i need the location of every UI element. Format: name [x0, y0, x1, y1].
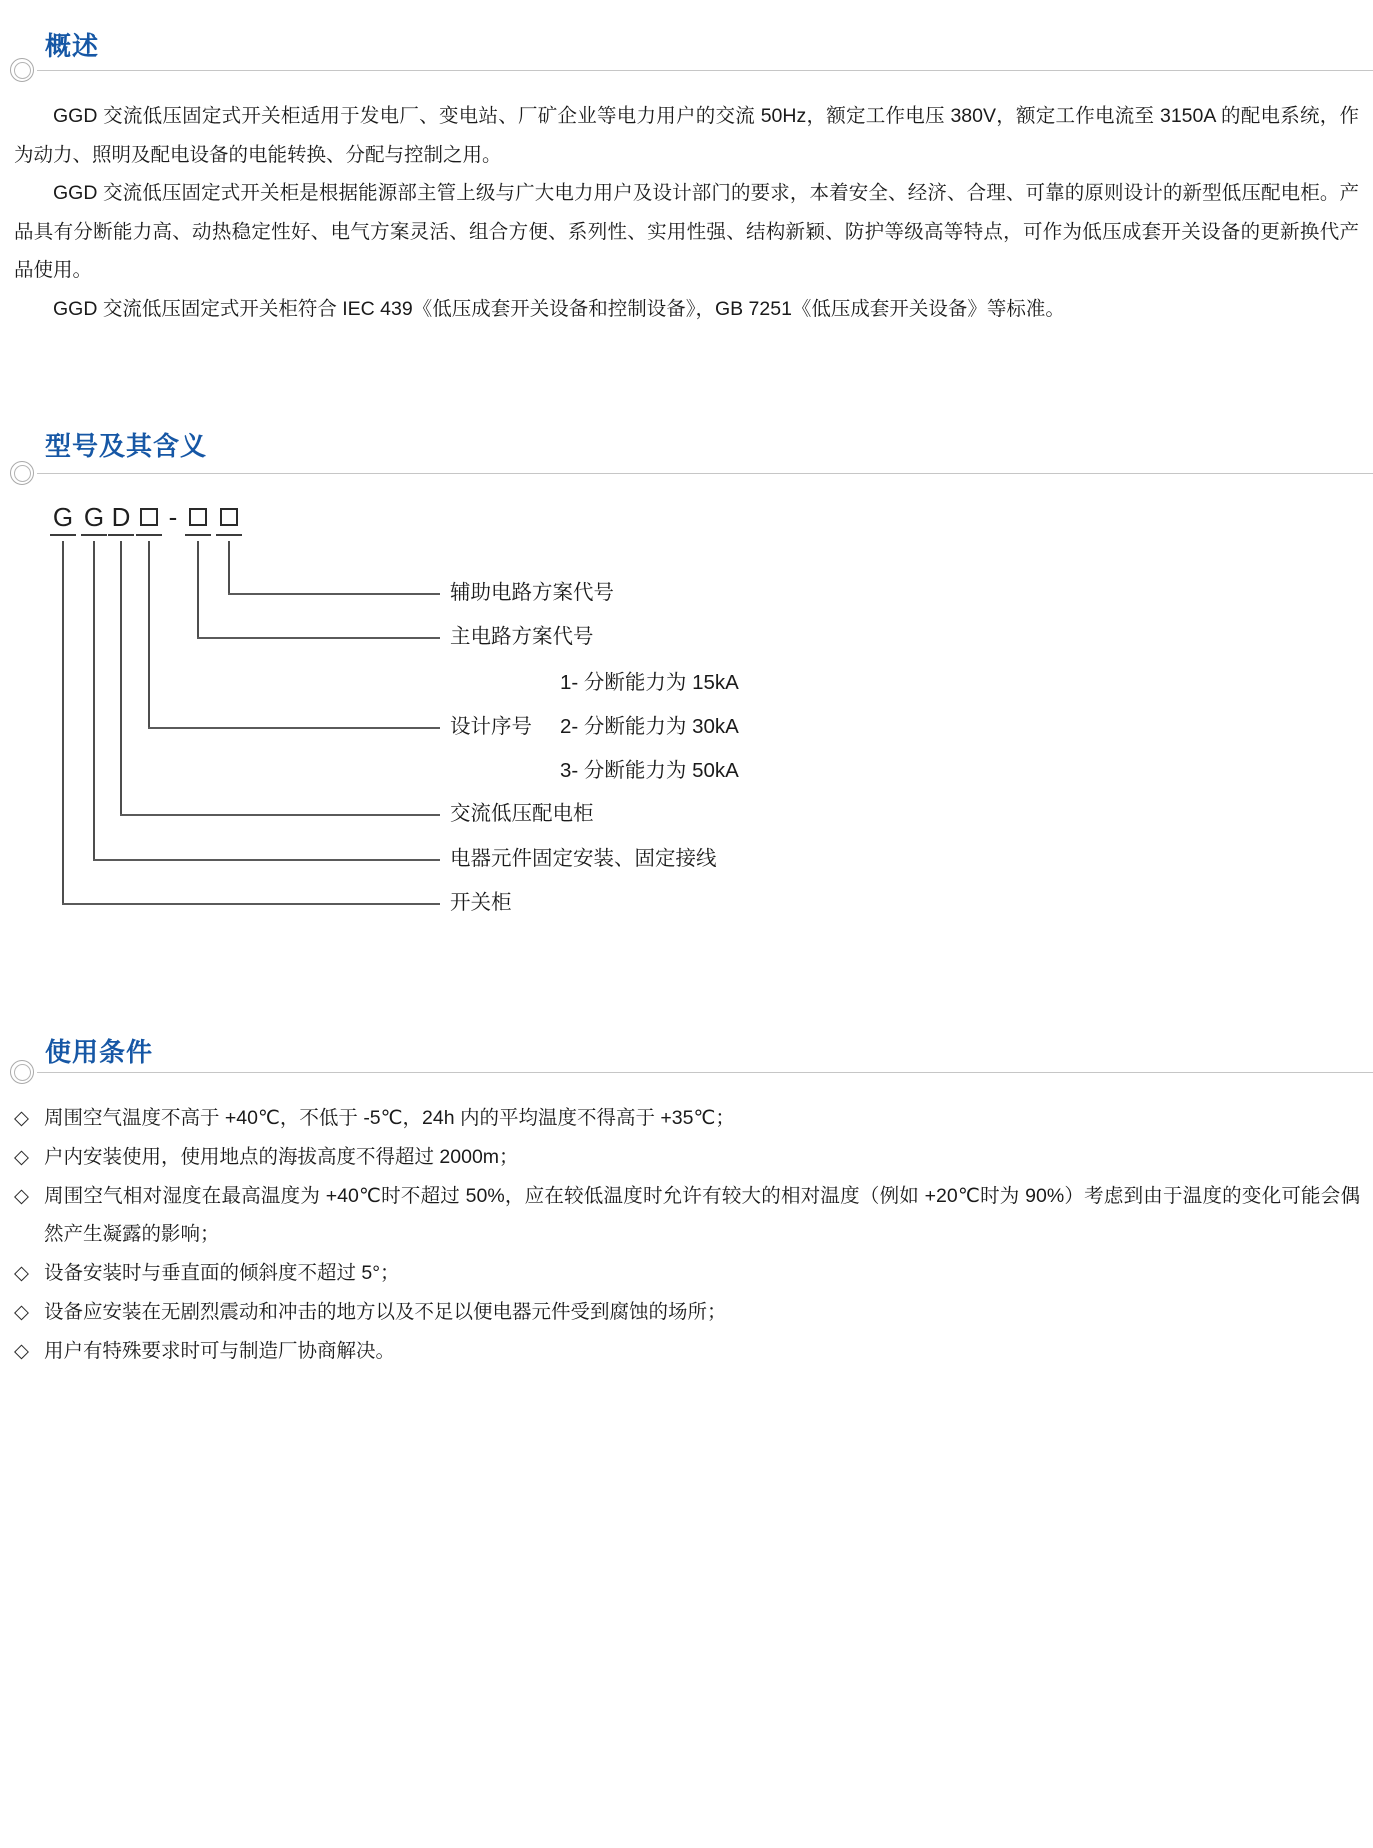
condition-text: 设备应安装在无剧烈震动和冲击的地方以及不足以便电器元件受到腐蚀的场所； — [44, 1300, 727, 1323]
model-code-char-d: D — [111, 502, 131, 532]
model-label-switchgear: 开关柜 — [450, 891, 512, 914]
list-item — [14, 1138, 1360, 1177]
leader-vline-main — [197, 541, 199, 637]
model-label-aux: 辅助电路方案代号 — [450, 581, 614, 604]
condition-text: 设备安装时与垂直面的倾斜度不超过 5°； — [44, 1262, 400, 1285]
section-divider — [37, 70, 1373, 71]
section-title-model: 型号及其含义 — [45, 431, 208, 461]
capacity-item-1: 1- 分断能力为 15kA — [560, 671, 739, 694]
section-divider — [37, 473, 1373, 474]
overview-paragraph-3: GGD 交流低压固定式开关柜符合 IEC 439《低压成套开关设备和控制设备》，GB 7251《低压成套开关设备》等标准。 — [53, 297, 1065, 320]
ring-ornament-icon — [10, 1060, 34, 1084]
list-item — [14, 1332, 1360, 1371]
list-item — [14, 1177, 1360, 1255]
list-item — [14, 1099, 1360, 1138]
section-title-conditions: 使用条件 — [45, 1037, 154, 1067]
section-title-overview: 概述 — [45, 31, 100, 61]
leader-vline-fixed — [93, 541, 95, 859]
leader-vline-aux — [228, 541, 230, 593]
diamond-bullet-icon: ◇ — [14, 1184, 29, 1207]
capacity-item-2: 2- 分断能力为 30kA — [560, 715, 739, 738]
code-tick — [81, 534, 107, 536]
code-tick — [185, 534, 211, 536]
diamond-bullet-icon: ◇ — [14, 1262, 29, 1285]
overview-paragraphs — [14, 97, 1359, 329]
code-tick — [50, 534, 76, 536]
leader-hline-main — [197, 637, 440, 639]
overview-paragraph-2: GGD 交流低压固定式开关柜是根据能源部主管上级与广大电力用户及设计部门的要求，本着安全、经济、合理、可靠的原则设计的新型低压配电柜。产品具有分断能力高、动热稳定性好、电气方案灵活、组合方便、系列性、实用性强、结构新颖、防护等级高等特点，可作为低压成套开关设备的更新换代产品使用。 — [14, 182, 1359, 282]
model-label-fixed: 电器元件固定安装、固定接线 — [450, 847, 717, 870]
leader-vline-switchgear — [62, 541, 64, 903]
diamond-bullet-icon: ◇ — [14, 1145, 29, 1168]
list-item — [14, 1254, 1360, 1293]
model-code-dash: - — [168, 502, 178, 532]
ring-ornament-icon — [10, 58, 34, 82]
ring-ornament-icon — [10, 461, 34, 485]
condition-text: 用户有特殊要求时可与制造厂协商解决。 — [44, 1339, 396, 1362]
section-divider — [37, 1072, 1373, 1073]
model-label-main: 主电路方案代号 — [450, 625, 594, 648]
list-item — [14, 1293, 1360, 1332]
code-tick — [216, 534, 242, 536]
model-label-cabinet: 交流低压配电柜 — [450, 802, 594, 825]
leader-hline-cabinet — [120, 814, 440, 816]
leader-hline-switchgear — [62, 903, 440, 905]
leader-vline-design — [148, 541, 150, 727]
leader-vline-cabinet — [120, 541, 122, 814]
leader-hline-fixed — [93, 859, 440, 861]
code-tick — [108, 534, 134, 536]
diamond-bullet-icon: ◇ — [14, 1300, 29, 1323]
model-code-placeholder-box — [140, 508, 158, 526]
model-code-char-g2: G — [83, 502, 105, 532]
condition-text: 户内安装使用，使用地点的海拔高度不得超过 2000m； — [44, 1145, 519, 1168]
leader-hline-design — [148, 727, 440, 729]
model-label-design: 设计序号 — [450, 715, 532, 738]
model-code-placeholder-box — [220, 508, 238, 526]
capacity-item-3: 3- 分断能力为 50kA — [560, 759, 739, 782]
conditions-list — [14, 1099, 1360, 1371]
diamond-bullet-icon: ◇ — [14, 1339, 29, 1362]
overview-paragraph-1: GGD 交流低压固定式开关柜适用于发电厂、变电站、厂矿企业等电力用户的交流 50Hz，额定工作电压 380V，额定工作电流至 3150A 的配电系统，作为动力、照明及配电设备的电能转换、分配与控制之用。 — [14, 105, 1359, 166]
diamond-bullet-icon: ◇ — [14, 1107, 29, 1129]
condition-text: 周围空气温度不高于 +40℃，不低于 -5℃，24h 内的平均温度不得高于 +35℃； — [44, 1107, 735, 1129]
condition-text: 周围空气相对湿度在最高温度为 +40℃时不超过 50%，应在较低温度时允许有较大的相对温度（例如 +20℃时为 90%）考虑到由于温度的变化可能会偶然产生凝露的影响； — [44, 1184, 1360, 1246]
code-tick — [136, 534, 162, 536]
model-code-char-g1: G — [52, 502, 74, 532]
leader-hline-aux — [228, 593, 440, 595]
model-code-placeholder-box — [189, 508, 207, 526]
